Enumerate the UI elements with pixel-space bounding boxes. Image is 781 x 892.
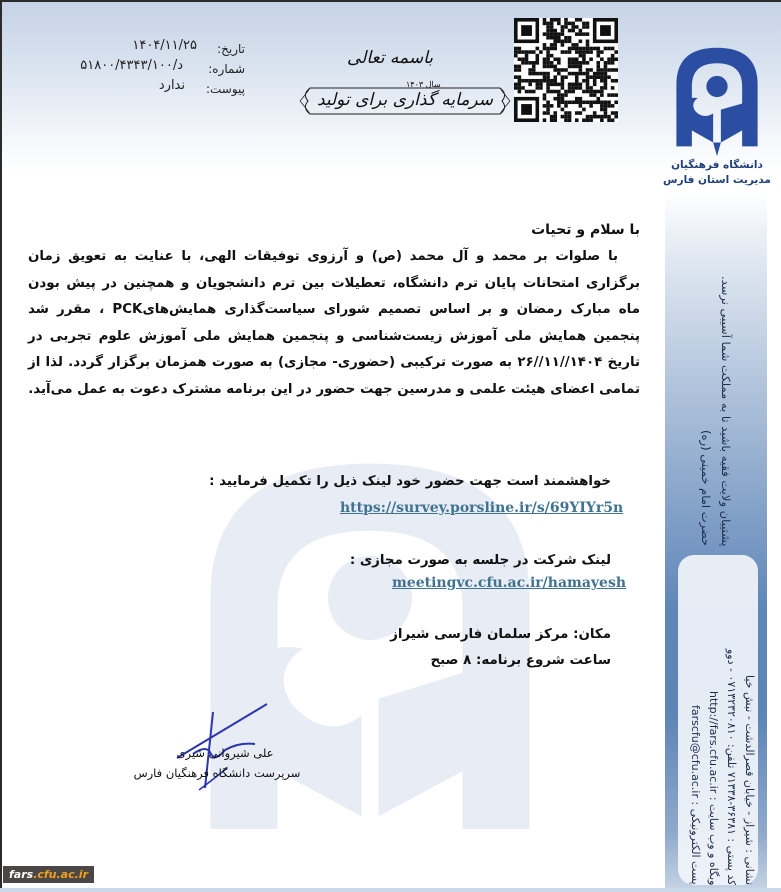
- qr-code-icon[interactable]: [514, 18, 618, 122]
- footer-tag-part2: .cfu.ac.ir: [33, 868, 88, 881]
- signatory-title: سرپرست دانشگاه فرهنگیان فارس: [133, 766, 301, 780]
- logo-caption: [660, 158, 774, 188]
- sidebar-quote-line1: پشتیبان ولایت فقیه باشید تا به مملکت شما آسیبی نرسد.: [719, 275, 733, 546]
- bismillah-heading: باسمه تعالی: [347, 48, 433, 68]
- sidebar-quote: [680, 206, 736, 546]
- location-text: مکان: مرکز سلمان فارسی شیراز: [390, 627, 611, 642]
- start-time-text: ساعت شروع برنامه: ۸ صبح: [430, 653, 611, 668]
- letter-meta: [30, 38, 245, 98]
- request-text: خواهشمند است جهت حضور خود لینک ذیل را تکمیل فرمایید :: [209, 474, 611, 489]
- sidebar-address: نشانی : شیراز - خیابان قصرالدشت - نبش خیا: [743, 675, 756, 885]
- sidebar-email[interactable]: پست الکترونیکی : farscfu@cfu.ac.ir: [689, 705, 702, 885]
- number-value: د/۵۱۸۰۰/۴۳۴۳/۱۰۰: [80, 58, 183, 73]
- slogan-year: سال ۱۴۰۳: [406, 80, 441, 89]
- attachment-label: پیوست:: [205, 82, 245, 96]
- sidebar-website[interactable]: وبگاه و وب سایت : http://fars.cfu.ac.ir: [707, 690, 720, 885]
- footer-tag-part1: fars: [9, 868, 34, 881]
- signatory-name: علی شیروانی شیری: [176, 746, 274, 760]
- logo-caption-line2: مدیریت استان فارس: [663, 174, 771, 186]
- frame-border-top: [0, 0, 781, 2]
- number-row: [30, 58, 245, 78]
- date-label: تاریخ:: [217, 42, 245, 56]
- footer-site-tag: [3, 866, 94, 883]
- logo-caption-line1: دانشگاه فرهنگیان: [671, 159, 763, 171]
- virtual-meeting-link[interactable]: meetingvc.cfu.ac.ir/hamayesh: [392, 575, 627, 591]
- letter-body: [28, 222, 640, 403]
- greeting: با سلام و تحیات: [531, 222, 640, 238]
- university-logo-icon: [668, 42, 766, 158]
- date-value: ۱۴۰۴/۱۱/۲۵: [132, 38, 197, 53]
- year-slogan: [296, 80, 514, 122]
- attachment-value: ندارد: [158, 78, 185, 93]
- survey-link[interactable]: https://survey.porsline.ir/s/69YIYr5n: [340, 500, 624, 516]
- frame-border-bottom: [0, 888, 781, 892]
- attachment-row: [30, 78, 245, 98]
- main-paragraph-text: با صلوات بر محمد و آل محمد (ص) و آرزوی توفیقات الهی، با عنایت به تعویق زمان برگزاری امتحانات پایان ترم دانشگاه، تعطیلات بین ترم دانشجویان و همچنین در پیش بودن ماه مبارک رمضان و بر اساس تصمیم شورای سیاست‌گذاری همایش‌هایPCK ، مقرر شد پنجمین همایش ملی آموزش زیست‌شناسی و پنجمین همایش ملی آموزش علوم تجربی در تاریخ ۱۴۰۴//۱۱//۲۶ به صورت ترکیبی (حضوری- مجازی) به صورت همزمان برگزار گردد. لذا از تمامی اعضای هیئت علمی و مدرسین جهت حضور در این برنامه مشترک دعوت به عمل می‌آید.: [28, 249, 640, 397]
- date-row: [30, 38, 245, 58]
- sidebar-contact: [680, 560, 758, 885]
- slogan-text: سرمایه گذاری برای تولید: [316, 90, 494, 110]
- sidebar-quote-line2: حضرت امام خمینی (ره): [699, 429, 713, 546]
- virtual-meeting-text: لینک شرکت در جلسه به صورت مجازی :: [349, 553, 611, 568]
- sidebar-phone: کد پستی : ۳۶۳۸۱-۷۱۳۳۸ تلفن: ۰۷۱۳۲۳۲۰۸۱۰ - دوو: [725, 648, 738, 885]
- frame-border-left: [0, 0, 2, 892]
- main-paragraph: [28, 244, 640, 403]
- number-label: شماره:: [208, 62, 245, 76]
